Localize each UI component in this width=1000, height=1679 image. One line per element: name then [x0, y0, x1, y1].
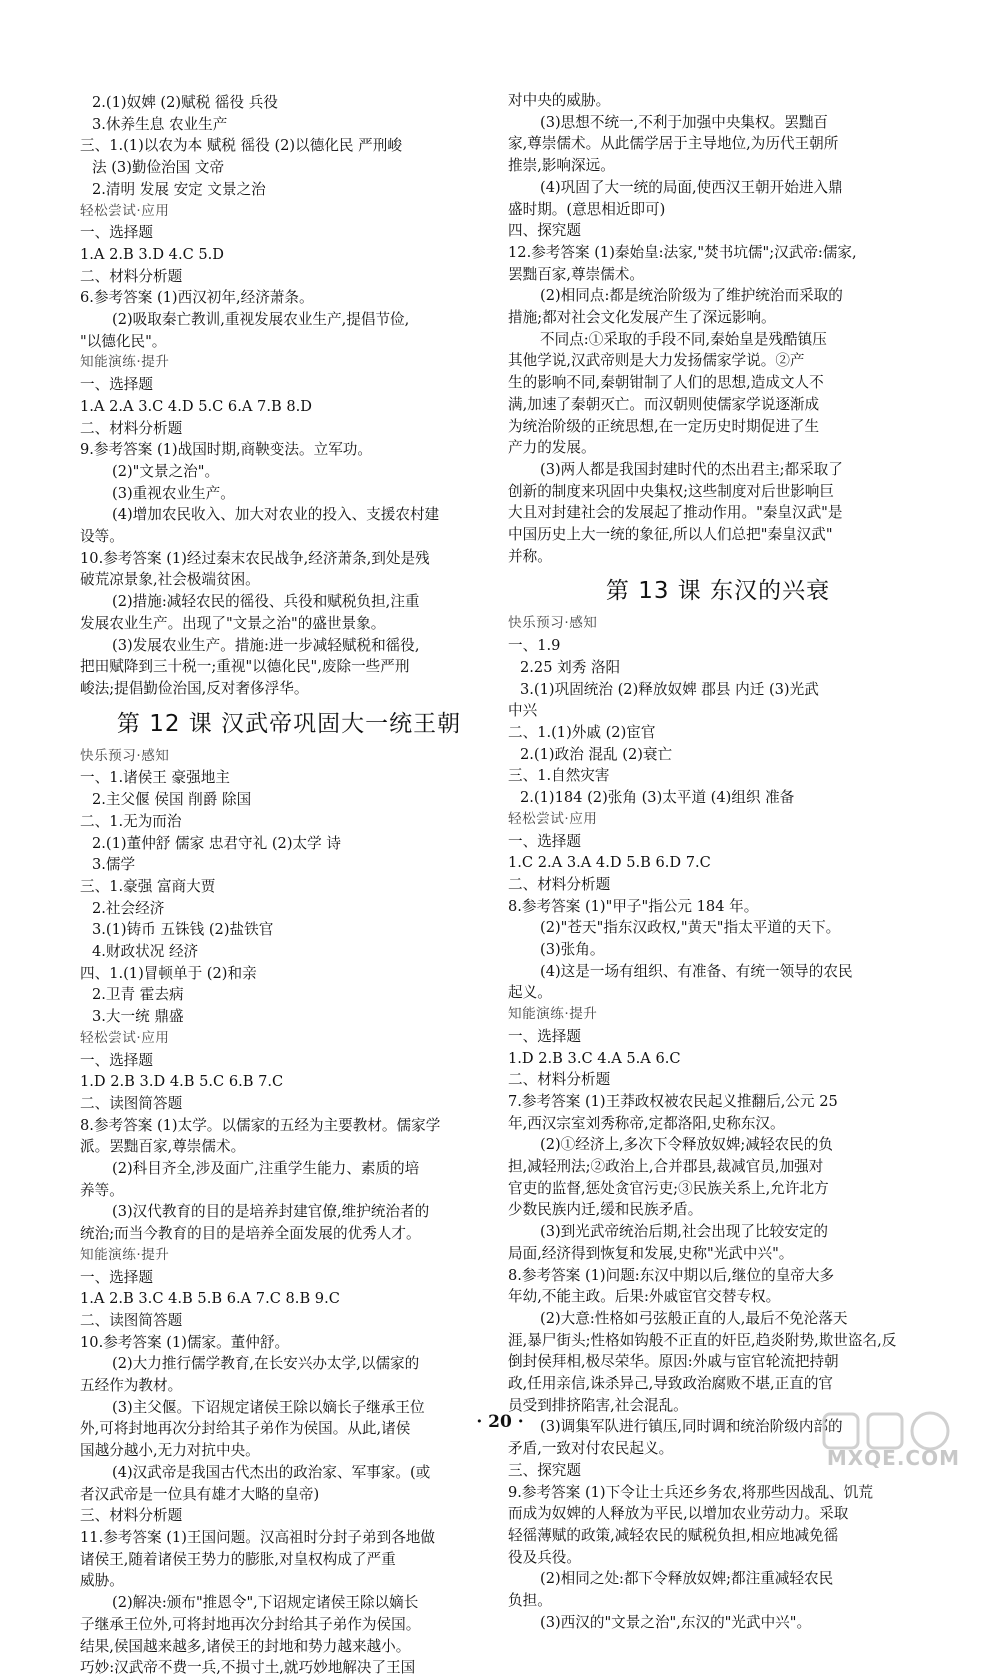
section-heading: 轻松尝试·应用	[508, 810, 598, 827]
text-line: 3.(1)铸币 五铢钱 (2)盐铁官	[92, 921, 274, 939]
text-line: 中国历史上大一统的象征,所以人们总把"秦皇汉武"	[508, 526, 833, 544]
text-line: 发展农业生产。出现了"文景之治"的盛世景象。	[80, 614, 386, 632]
text-line: 而成为奴婢的人释放为平民,以增加农业劳动力。采取	[508, 1505, 849, 1523]
text-line: 结果,侯国越来越多,诸侯王的封地和势力越来越小。	[80, 1637, 411, 1655]
lesson-title: 第 13 课 东汉的兴衰	[605, 578, 831, 605]
text-line: 二、1.(1)外戚 (2)宦官	[508, 723, 656, 741]
text-line: 大且对封建社会的发展起了推动作用。"秦皇汉武"是	[508, 504, 843, 522]
question-type-heading: 二、读图简答题	[80, 1311, 183, 1329]
question-type-heading: 二、读图简答题	[80, 1094, 183, 1112]
text-line: 11.参考答案 (1)王国问题。汉高祖时分封子弟到各地做	[80, 1529, 435, 1546]
question-type-heading: 一、选择题	[508, 832, 581, 850]
left-column	[80, 92, 498, 1679]
section-heading: 轻松尝试·应用	[80, 202, 170, 219]
text-line: 年,西汉宗室刘秀称帝,定都洛阳,史称东汉。	[508, 1114, 785, 1132]
question-type-heading: 一、1.9	[508, 637, 561, 655]
question-type-heading: 二、材料分析题	[508, 1071, 611, 1089]
text-line: (3)调集军队进行镇压,同时调和统治阶级内部的	[540, 1418, 843, 1436]
text-line: 9.参考答案 (1)战国时期,商鞅变法。立军功。	[80, 441, 372, 459]
text-line: (2)科目齐全,涉及面广,注重学生能力、素质的培	[112, 1160, 420, 1178]
text-line: 不同点:①采取的手段不同,秦始皇是残酷镇压	[540, 330, 827, 348]
section-heading: 知能演练·提升	[508, 1006, 598, 1023]
text-line: 三、1.豪强 富商大贾	[80, 877, 216, 895]
text-line: 中兴	[508, 702, 538, 720]
text-line: (2)大意:性格如弓弦般正直的人,最后不免沦落天	[540, 1309, 848, 1327]
text-line: 把田赋降到三十税一;重视"以德化民",废除一些严刑	[80, 658, 410, 676]
text-line: 家,尊崇儒术。从此儒学居于主导地位,为历代王朝所	[508, 135, 839, 153]
text-line: 威胁。	[80, 1572, 124, 1590]
text-line: 3.儒学	[92, 856, 136, 874]
question-type-heading: 二、材料分析题	[508, 875, 611, 893]
lesson-title: 第 12 课 汉武帝巩固大一统王朝	[116, 710, 462, 737]
text-line: 巧妙:汉武帝不费一兵,不损寸土,就巧妙地解决了王国	[80, 1659, 416, 1677]
right-column	[508, 90, 928, 1634]
text-line: (2)措施:减轻农民的徭役、兵役和赋税负担,注重	[112, 593, 420, 611]
text-line: 1.D 2.B 3.D 4.B 5.C 6.B 7.C	[80, 1073, 284, 1091]
text-line: (2)大力推行儒学教育,在长安兴办太学,以儒家的	[112, 1355, 420, 1373]
text-line: 6.参考答案 (1)西汉初年,经济萧条。	[80, 289, 314, 307]
text-line: (2)"文景之治"。	[112, 462, 220, 480]
text-line: 局面,经济得到恢复和发展,史称"光武中兴"。	[508, 1244, 794, 1262]
text-line: (2)相同之处:都下令释放奴婢;都注重减轻农民	[540, 1570, 834, 1588]
text-line: 轻徭薄赋的政策,减轻农民的赋税负担,相应地减免徭	[508, 1527, 839, 1544]
watermark-text: MXQE.COM	[826, 1446, 960, 1470]
text-line: (3)汉代教育的目的是培养封建官僚,维护统治者的	[112, 1203, 430, 1221]
text-line: 子继承王位外,可将封地再次分封给其子弟作为侯国。	[80, 1615, 421, 1633]
text-line: 2.(1)奴婢 (2)赋税 徭役 兵役	[92, 94, 278, 111]
text-line: 创新的制度来巩固中央集权;这些制度对后世影响巨	[508, 482, 834, 500]
question-type-heading: 二、1.无为而治	[80, 812, 182, 830]
text-line: 涯,暴尸街头;性格如钩般不正直的奸臣,趋炎附势,欺世盗名,反	[508, 1331, 897, 1349]
text-line: 1.A 2.A 3.C 4.D 5.C 6.A 7.B 8.D	[80, 397, 312, 415]
text-line: (2)吸取秦亡教训,重视发展农业生产,提倡节俭,	[112, 311, 410, 329]
text-line: 员受到排挤陷害,社会混乱。	[508, 1396, 688, 1414]
page-number: · 20 ·	[476, 1412, 524, 1432]
text-line: 2.(1)政治 混乱 (2)衰亡	[520, 745, 673, 763]
text-line: 设等。	[80, 528, 124, 546]
text-line: 1.A 2.B 3.D 4.C 5.D	[80, 245, 225, 263]
text-line: 役及兵役。	[508, 1548, 581, 1566]
text-line: 10.参考答案 (1)经过秦末农民战争,经济萧条,到处是残	[80, 549, 430, 567]
text-line: (4)巩固了大一统的局面,使西汉王朝开始进入鼎	[540, 178, 843, 196]
text-line: 3.大一统 鼎盛	[92, 1008, 184, 1026]
text-line: 三、1.(1)以农为本 赋税 徭役 (2)以德化民 严刑峻	[80, 137, 402, 155]
text-line: 2.主父偃 侯国 削爵 除国	[92, 791, 252, 809]
question-type-heading: 三、探究题	[508, 1461, 581, 1479]
text-line: 倒封侯拜相,极尽荣华。原因:外戚与宦官轮流把持朝	[508, 1353, 839, 1371]
text-line: 2.25 刘秀 洛阳	[520, 658, 621, 676]
text-line: (3)重视农业生产。	[112, 484, 235, 502]
text-line: 12.参考答案 (1)秦始皇:法家,"焚书坑儒";汉武帝:儒家,	[508, 243, 857, 261]
text-line: 生的影响不同,秦朝钳制了人们的思想,造成文人不	[508, 374, 824, 392]
text-line: 法 (3)勤俭治国 文帝	[92, 159, 225, 177]
text-line: 罢黜百家,尊崇儒术。	[508, 265, 644, 283]
text-line: 年幼,不能主政。后果:外戚宦官交替专权。	[508, 1288, 781, 1306]
text-line: 统治;而当今教育的目的是培养全面发展的优秀人才。	[80, 1225, 421, 1243]
text-line: 8.参考答案 (1)"甲子"指公元 184 年。	[508, 897, 759, 915]
text-line: 派。罢黜百家,尊崇儒术。	[80, 1138, 246, 1156]
text-line: 其他学说,汉武帝则是大力发扬儒家学说。②产	[508, 352, 805, 370]
text-line: 四、1.(1)冒顿单于 (2)和亲	[80, 964, 257, 982]
text-line: 并称。	[508, 547, 552, 565]
question-type-heading: 二、材料分析题	[80, 267, 183, 285]
text-line: 2.(1)184 (2)张角 (3)太平道 (4)组织 准备	[520, 789, 795, 807]
text-line: 9.参考答案 (1)下令让士兵还乡务农,将那些因战乱、饥荒	[508, 1483, 873, 1501]
text-line: (2)①经济上,多次下令释放奴婢;减轻农民的负	[540, 1136, 833, 1154]
text-line: 2.清明 发展 安定 文景之治	[92, 180, 266, 198]
text-line: (3)到光武帝统治后期,社会出现了比较安定的	[540, 1223, 829, 1241]
text-line: 负担。	[508, 1592, 552, 1610]
text-line: 者汉武帝是一位具有雄才大略的皇帝)	[80, 1485, 320, 1503]
text-line: 2.(1)董仲舒 儒家 忠君守礼 (2)太学 诗	[92, 834, 341, 852]
text-line: 外,可将封地再次分封给其子弟作为侯国。从此,诸侯	[80, 1420, 411, 1438]
text-line: 7.参考答案 (1)王莽政权被农民起义推翻后,公元 25	[508, 1092, 838, 1110]
question-type-heading: 一、选择题	[80, 1051, 153, 1069]
text-line: 1.A 2.B 3.C 4.B 5.B 6.A 7.C 8.B 9.C	[80, 1290, 340, 1308]
text-line: (2)相同点:都是统治阶级为了维护统治而采取的	[540, 287, 843, 305]
text-line: (3)思想不统一,不利于加强中央集权。罢黜百	[540, 113, 829, 131]
text-line: 满,加速了秦朝灭亡。而汉朝则使儒家学说逐渐成	[508, 395, 820, 413]
section-heading: 快乐预习·感知	[80, 747, 170, 764]
text-line: 政,任用亲信,诛杀异己,导致政治腐败不堪,正直的官	[508, 1375, 834, 1393]
text-line: 担,减轻刑法;②政治上,合并郡县,裁减官员,加强对	[508, 1158, 824, 1176]
text-line: (3)主父偃。下诏规定诸侯王除以嫡长子继承王位	[112, 1398, 425, 1416]
section-heading: 知能演练·提升	[80, 1246, 170, 1263]
question-type-heading: 四、探究题	[508, 222, 581, 240]
text-line: 对中央的威胁。	[508, 92, 611, 109]
text-line: 产力的发展。	[508, 439, 596, 457]
question-type-heading: 一、选择题	[508, 1027, 581, 1045]
text-line: (3)发展农业生产。措施:进一步减轻赋税和徭役,	[112, 636, 420, 654]
text-line: 诸侯王,随着诸侯王势力的膨胀,对皇权构成了严重	[80, 1550, 396, 1568]
text-line: 五经作为教材。	[80, 1377, 183, 1395]
question-type-heading: 二、材料分析题	[80, 419, 183, 437]
text-line: 3.(1)巩固统治 (2)释放奴婢 郡县 内迁 (3)光武	[520, 680, 819, 698]
text-line: (3)西汉的"文景之治",东汉的"光武中兴"。	[540, 1613, 812, 1631]
text-line: 峻法;提倡勤俭治国,反对奢侈浮华。	[80, 679, 309, 697]
text-line: 3.休养生息 农业生产	[92, 115, 228, 133]
text-line: 10.参考答案 (1)儒家。董仲舒。	[80, 1333, 290, 1351]
text-line: 推崇,影响深远。	[508, 157, 615, 175]
section-heading: 快乐预习·感知	[508, 615, 598, 632]
text-line: 少数民族内迁,缓和民族矛盾。	[508, 1201, 703, 1219]
question-type-heading: 一、选择题	[80, 376, 153, 394]
text-line: 8.参考答案 (1)问题:东汉中期以后,继位的皇帝大多	[508, 1266, 835, 1284]
text-line: (4)汉武帝是我国古代杰出的政治家、军事家。(或	[112, 1463, 431, 1481]
text-line: 1.D 2.B 3.C 4.A 5.A 6.C	[508, 1049, 681, 1067]
text-line: 矛盾,一致对付农民起义。	[508, 1440, 674, 1458]
text-line: 盛时期。(意思相近即可)	[508, 200, 666, 218]
text-line: (3)两人都是我国封建时代的杰出君主;都采取了	[540, 460, 843, 478]
section-heading: 知能演练·提升	[80, 354, 170, 371]
text-line: (2)"苍天"指东汉政权,"黄天"指太平道的天下。	[540, 919, 841, 937]
text-line: 8.参考答案 (1)太学。以儒家的五经为主要教材。儒家学	[80, 1116, 441, 1134]
text-line: 2.社会经济	[92, 899, 165, 917]
text-line: 官吏的监督,惩处贪官污吏;③民族关系上,允许北方	[508, 1179, 829, 1197]
text-line: 一、1.诸侯王 豪强地主	[80, 769, 230, 787]
text-line: 2.卫青 霍去病	[92, 986, 184, 1004]
question-type-heading: 一、选择题	[80, 1268, 153, 1286]
text-line: 养等。	[80, 1181, 124, 1199]
text-line: 起义。	[508, 984, 552, 1002]
text-line: 为统治阶级的正统思想,在一定历史时期促进了生	[508, 417, 820, 435]
text-line: 措施;都对社会文化发展产生了深远影响。	[508, 309, 776, 327]
text-line: 1.C 2.A 3.A 4.D 5.B 6.D 7.C	[508, 854, 711, 872]
section-heading: 轻松尝试·应用	[80, 1029, 170, 1046]
text-line: 国越分越小,无力对抗中央。	[80, 1442, 260, 1460]
text-line: (2)解决:颁布"推恩令",下诏规定诸侯王除以嫡长	[112, 1594, 419, 1612]
text-line: (4)增加农民收入、加大对农业的投入、支援农村建	[112, 506, 440, 524]
text-line: 4.财政状况 经济	[92, 943, 199, 961]
question-type-heading: 三、材料分析题	[80, 1507, 183, 1525]
question-type-heading: 一、选择题	[80, 224, 153, 242]
text-line: "以德化民"。	[80, 332, 167, 350]
text-line: (4)这是一场有组织、有准备、有统一领导的农民	[540, 962, 853, 980]
text-line: 破荒凉景象,社会极端贫困。	[80, 571, 260, 589]
question-type-heading: 三、1.自然灾害	[508, 767, 610, 785]
text-line: (3)张角。	[540, 941, 605, 959]
